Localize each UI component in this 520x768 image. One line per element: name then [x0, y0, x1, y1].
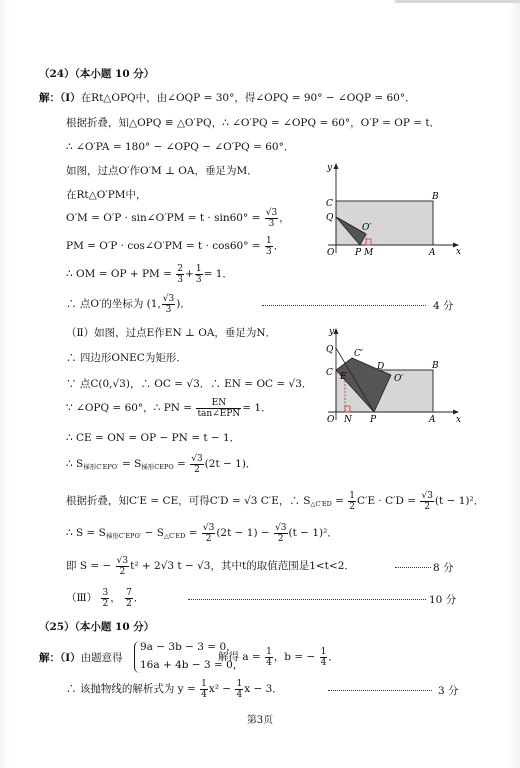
- expr-tail: = 1．: [203, 268, 233, 280]
- fraction-den: 2: [349, 501, 356, 512]
- expr-text: = S: [121, 458, 142, 470]
- separator: ，: [110, 592, 121, 604]
- expr-tail: t² + 2√3 t − √3，其中t的取值范围是1<t<2．: [130, 560, 355, 572]
- fraction-den: 4: [266, 657, 272, 668]
- fraction-num: √3: [116, 555, 129, 566]
- fraction: [176, 264, 184, 285]
- plus-sign: +: [185, 268, 194, 280]
- expr-text: (2t − 1) −: [216, 527, 270, 539]
- expr-tail: = 1．: [242, 402, 272, 414]
- q25-line2: [66, 677, 283, 701]
- q24-part2-line5: ∴ CE = ON = OP − PN = t − 1．: [66, 432, 241, 444]
- q25-eq1: 9a − 3b − 3 = 0，: [140, 641, 237, 653]
- label-A: A: [429, 415, 436, 425]
- score-leader-dots: [328, 690, 432, 691]
- score-4: 4 分: [433, 300, 454, 312]
- fraction-den: tan∠EPN: [197, 408, 241, 419]
- expr-text: x² −: [208, 683, 232, 695]
- label-E: E: [340, 372, 347, 382]
- q25-label: 解：（Ⅰ）: [39, 652, 81, 664]
- score-10: 10 分: [429, 594, 457, 606]
- fraction: [200, 679, 208, 700]
- fraction-num: 2: [177, 263, 184, 274]
- q24-part1-line5: 在Rt△O′PM中，: [66, 189, 147, 201]
- q24-part2-line7: [66, 489, 484, 516]
- fraction: [101, 588, 109, 609]
- fraction-den: 2: [119, 566, 126, 577]
- label-A: A: [429, 248, 436, 258]
- q24-part1-text1: 在Rt△OPQ中，由∠OQP = 30°，得∠OPQ = 90° − ∠OQP = 60°．: [80, 92, 416, 104]
- expr-tail: x − 3．: [244, 683, 283, 695]
- q24-part1-line6: [66, 206, 290, 230]
- expr-text: O′M = O′P · sin∠O′PM = t · sin60° =: [66, 212, 261, 224]
- score-leader-dots: [188, 599, 426, 600]
- label-O: O: [327, 248, 335, 258]
- q24-part1-line1: [39, 91, 416, 105]
- fraction: [195, 264, 203, 285]
- q24-part1-line3: ∴ ∠O′PA = 180° − ∠OPQ − ∠O′PQ = 60°．: [66, 141, 295, 153]
- fraction: [235, 679, 243, 700]
- fraction-num: √3: [162, 293, 175, 304]
- expr-text: ∵ ∠OPQ = 60°，∴ PN =: [66, 402, 193, 414]
- expr-text: 即 S = −: [66, 560, 112, 572]
- fraction-num: √3: [265, 207, 278, 218]
- fraction-den: 2: [102, 598, 109, 609]
- expr-text: ∴ S = S: [66, 527, 106, 539]
- fraction: [125, 588, 133, 609]
- label-C: C: [326, 199, 333, 209]
- expr-text: ∴ 该抛物线的解析式为 y =: [66, 683, 196, 695]
- q24-part2-line1: [66, 326, 276, 340]
- expr-tail: ．: [273, 240, 285, 252]
- fraction-den: 2: [126, 598, 132, 609]
- score-8: 8 分: [433, 562, 454, 574]
- fraction: [265, 236, 273, 257]
- fraction: [190, 454, 203, 475]
- fraction-num: 1: [266, 646, 272, 657]
- fraction-num: √3: [191, 453, 203, 464]
- fraction-den: 3: [265, 246, 272, 257]
- expr-text: − S: [144, 527, 164, 539]
- fraction-num: √3: [421, 490, 433, 501]
- fraction-num: 1: [265, 235, 272, 246]
- expr-text: 解得 a =: [218, 651, 261, 663]
- fraction-num: 7: [126, 587, 132, 598]
- expr-text: 由题意得: [80, 652, 123, 664]
- equals: =: [177, 458, 186, 470]
- score-leader-dots: [262, 305, 426, 306]
- fraction: [320, 647, 328, 668]
- fraction-num: 1: [236, 678, 243, 689]
- label-y: y: [329, 327, 335, 337]
- expr-text: PM = O′P · cos∠O′PM = t · cos60° =: [66, 240, 261, 252]
- q25-header: （25）（本小题 10 分）: [39, 621, 155, 633]
- label-N: N: [344, 415, 352, 425]
- expr-tail: ，: [279, 212, 290, 224]
- expr-text: ∴ 点O′的坐标为 (1,: [66, 298, 161, 310]
- q24-part2-line3: ∵ 点C(0,√3)，∴ OC = √3．∴ EN = OC = √3．: [66, 378, 313, 390]
- fraction-den: 2: [205, 533, 212, 544]
- q24-part1-label: 解：（Ⅰ）: [39, 92, 81, 104]
- label-M: M: [364, 248, 374, 258]
- fraction-num: 1: [195, 263, 202, 274]
- fraction-num: 1: [349, 490, 356, 501]
- fraction-den: 4: [320, 657, 327, 668]
- y-axis-arrow: [334, 163, 339, 169]
- figure-2: [318, 324, 468, 428]
- subscript: 梯形C′EPO′: [83, 463, 119, 471]
- fraction: [348, 491, 356, 512]
- equals: =: [188, 527, 198, 539]
- fraction-num: √3: [275, 522, 287, 533]
- subscript: △C′ED: [163, 532, 186, 540]
- label-P: P: [355, 248, 362, 258]
- q25-line1: [39, 651, 123, 665]
- fraction: [265, 208, 278, 229]
- label-B: B: [432, 361, 439, 371]
- label-Q: Q: [326, 213, 334, 223]
- fraction: [420, 491, 433, 512]
- expr-tail: ．: [328, 651, 339, 663]
- q24-part2-line4: [66, 396, 272, 420]
- fraction-num: √3: [202, 522, 215, 533]
- label-x: x: [456, 247, 462, 257]
- x-axis-arrow: [453, 410, 459, 415]
- q24-part3-line: [66, 586, 144, 610]
- page-corner-shadow: [395, 0, 520, 3]
- label-O-prime: O′: [362, 223, 372, 233]
- q24-part1-line2: 根据折叠，知△OPQ ≌ △O′PQ，∴ ∠O′PQ = ∠OPQ = 60°，O′P = OP = t．: [66, 117, 441, 129]
- q25-solution: [218, 645, 339, 669]
- label-B: B: [432, 192, 439, 202]
- q24-part2-text1: 如图，过点E作EN ⊥ OA，垂足为N．: [94, 327, 277, 339]
- expr-tail: (2t − 1)．: [204, 458, 257, 470]
- subscript: △C′ED: [310, 500, 332, 508]
- label-O: O: [327, 415, 335, 425]
- q24-part1-line4: 如图，过点O′作O′M ⊥ OA，垂足为M．: [66, 165, 258, 177]
- expr-text: C′E · C′D =: [357, 495, 417, 507]
- label-P: P: [370, 415, 377, 425]
- fraction: [162, 294, 175, 315]
- expr-text: ∴ S: [66, 458, 84, 470]
- fraction-num: 1: [320, 646, 327, 657]
- expr-tail: (t − 1)²．: [434, 495, 485, 507]
- q24-part1-line9: [66, 292, 191, 316]
- score-leader-dots: [395, 567, 431, 568]
- fraction-den: 2: [277, 533, 284, 544]
- subscript: 梯形CEPO: [141, 463, 174, 471]
- q24-part2-line2: ∴ 四边形ONEC为矩形．: [66, 352, 187, 364]
- fraction-den: 3: [165, 304, 172, 315]
- expr-text: ，b = −: [273, 651, 316, 663]
- rectangle-OABC: [336, 201, 433, 245]
- fraction: [202, 523, 215, 544]
- fraction: [265, 647, 273, 668]
- q24-part2-line6: [66, 452, 256, 479]
- label-x: x: [456, 415, 462, 425]
- expr-tail: )．: [176, 298, 191, 310]
- fraction-den: 3: [195, 274, 202, 285]
- y-axis-arrow: [334, 328, 339, 334]
- label-C-prime: C′: [354, 349, 363, 359]
- figure-1: [318, 158, 468, 262]
- q24-header: （24）（本小题 10 分）: [39, 68, 155, 80]
- fraction-den: 3: [177, 274, 184, 285]
- fraction-num: 1: [201, 678, 207, 689]
- fraction-num: EN: [196, 398, 241, 409]
- fraction-den: 2: [194, 464, 200, 475]
- expr-tail: ．: [133, 592, 145, 604]
- q24-part2-line9: [66, 554, 355, 578]
- label-O-prime: O′: [394, 374, 404, 384]
- fraction-num: 3: [102, 587, 109, 598]
- q25-eq2: 16a + 4b − 3 = 0，: [140, 659, 244, 671]
- fraction-den: 2: [424, 501, 431, 512]
- fraction: [116, 556, 129, 577]
- expr-text: 根据折叠，知C′E = CE，可得C′D = √3 C′E，∴ S: [66, 495, 311, 507]
- q24-part1-line7: [66, 234, 284, 258]
- fraction: [274, 523, 287, 544]
- equals: =: [335, 495, 344, 507]
- label-C: C: [326, 368, 333, 378]
- q24-part1-line8: [66, 262, 233, 286]
- score-3: 3 分: [438, 685, 459, 697]
- fraction-den: 4: [201, 689, 207, 700]
- q24-part2-label: （Ⅱ）: [66, 327, 95, 339]
- q24-part3-label: （Ⅲ）: [66, 592, 98, 604]
- expr-text: ∴ OM = OP + PM =: [66, 268, 172, 280]
- fraction-den: 3: [268, 218, 275, 229]
- fraction: [196, 398, 241, 419]
- subscript: 梯形C′EPO′: [105, 532, 142, 540]
- label-Q: Q: [326, 345, 334, 355]
- label-D: D: [377, 362, 385, 372]
- page-number: 第3页: [246, 715, 274, 726]
- label-y: y: [327, 163, 333, 173]
- expr-tail: (t − 1)²．: [288, 527, 338, 539]
- q24-part2-line8: [66, 521, 338, 548]
- fraction-den: 4: [236, 689, 243, 700]
